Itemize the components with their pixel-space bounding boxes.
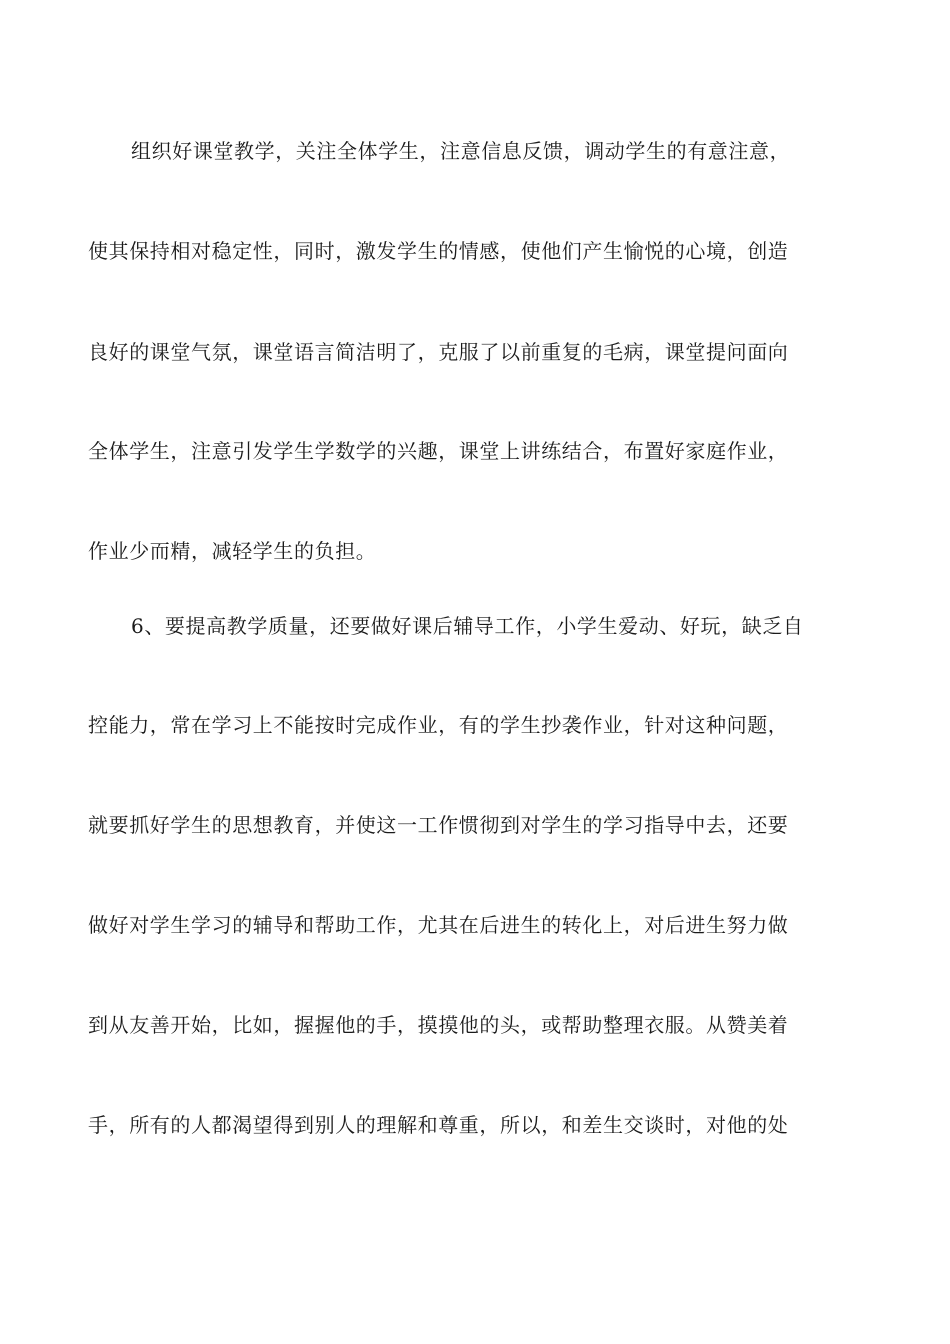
paragraph-line: 做好对学生学习的辅导和帮助工作，尤其在后进生的转化上，对后进生努力做 — [88, 913, 789, 937]
paragraph-line: 控能力，常在学习上不能按时完成作业，有的学生抄袭作业，针对这种问题， — [88, 713, 789, 737]
paragraph-line: 6、要提高教学质量，还要做好课后辅导工作，小学生爱动、好玩，缺乏自 — [131, 614, 804, 638]
paragraph-line: 使其保持相对稳定性，同时，激发学生的情感，使他们产生愉悦的心境，创造 — [88, 239, 789, 263]
paragraph-line: 良好的课堂气氛，课堂语言简洁明了，克服了以前重复的毛病，课堂提问面向 — [88, 340, 789, 364]
paragraph-line: 到从友善开始，比如，握握他的手，摸摸他的头，或帮助整理衣服。从赞美着 — [88, 1013, 789, 1037]
paragraph-line: 全体学生，注意引发学生学数学的兴趣，课堂上讲练结合，布置好家庭作业， — [88, 439, 789, 463]
paragraph-line: 作业少而精，减轻学生的负担。 — [88, 539, 377, 563]
paragraph-line: 手，所有的人都渴望得到别人的理解和尊重，所以，和差生交谈时，对他的处 — [88, 1113, 789, 1137]
paragraph-line: 组织好课堂教学，关注全体学生，注意信息反馈，调动学生的有意注意， — [131, 139, 791, 163]
paragraph-line: 就要抓好学生的思想教育，并使这一工作惯彻到对学生的学习指导中去，还要 — [88, 813, 789, 837]
